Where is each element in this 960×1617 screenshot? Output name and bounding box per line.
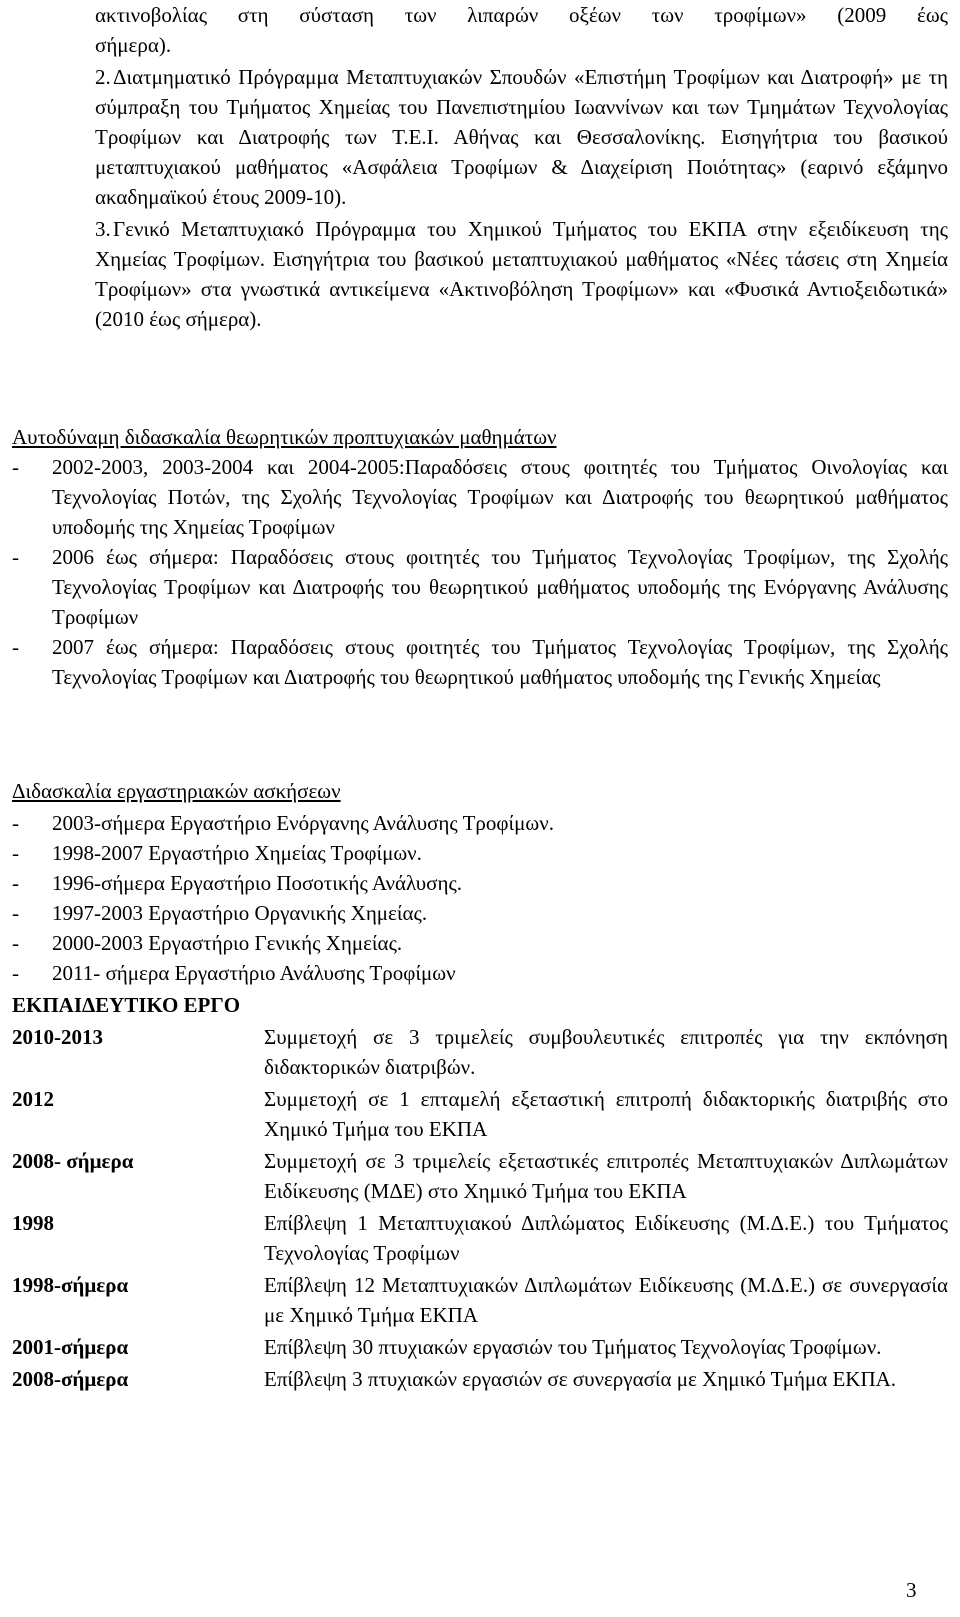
item-text: 2003-σήμερα Εργαστήριο Ενόργανης Ανάλυσης Τροφίμων. xyxy=(52,811,554,835)
item-text: 1996-σήμερα Εργαστήριο Ποσοτικής Ανάλυσης. xyxy=(52,871,463,895)
page-number: 3 xyxy=(906,1578,917,1602)
list-item xyxy=(12,928,948,958)
lab-list xyxy=(12,808,948,988)
list-item xyxy=(12,898,948,928)
intro-line-1: ακτινοβολίας στη σύσταση των λιπαρών οξέων των τροφίμων» (2009 έως xyxy=(95,3,948,27)
list-item xyxy=(12,838,948,868)
education-table xyxy=(12,1022,948,1396)
row-year: 2008- σήμερα xyxy=(12,1149,134,1173)
education-heading-visible xyxy=(12,990,240,1020)
item-text: 2011- σήμερα Εργαστήριο Ανάλυσης Τροφίμων xyxy=(52,961,456,985)
list-item xyxy=(12,868,948,898)
dash-bullet: - xyxy=(12,961,19,985)
row-text: Συμμετοχή σε 3 τριμελείς συμβουλευτικές επιτροπές για την εκπόνηση διδακτορικών διατριβών. xyxy=(264,1025,948,1079)
list-item xyxy=(12,958,948,988)
intro-text xyxy=(95,0,948,60)
theory-list xyxy=(12,452,948,692)
theory-heading: Αυτοδύναμη διδασκαλία θεωρητικών προπτυχιακών μαθημάτων xyxy=(12,425,557,449)
education-heading-text: ΕΚΠΑΙΔΕΥΤΙΚΟ ΕΡΓΟ xyxy=(12,993,241,1017)
row-text: Επίβλεψη 1 Μεταπτυχιακού Διπλώματος Ειδίκευσης (Μ.Δ.Ε.) του Τμήματος Τεχνολογίας Τροφίμων xyxy=(264,1211,948,1265)
table-row xyxy=(12,1084,948,1144)
dash-bullet: - xyxy=(12,931,19,955)
item-text: 2002-2003, 2003-2004 και 2004-2005:Παραδόσεις στους φοιτητές του Τμήματος Οινολογίας και Τεχνολογίας Ποτών, της Σχολής Τεχνολογίας Τροφίμων και Διατροφής του θεωρητικού μαθήματος υποδομής της Χημείας Τροφίμων xyxy=(52,455,948,539)
row-year: 2008-σήμερα xyxy=(12,1367,129,1391)
row-text: Συμμετοχή σε 3 τριμελείς εξεταστικές επιτροπές Μεταπτυχιακών Διπλωμάτων Ειδίκευσης (ΜΔΕ) στο Χημικό Τμήμα του ΕΚΠΑ xyxy=(264,1149,948,1203)
row-year: 1998 xyxy=(12,1211,54,1235)
item-text: 1997-2003 Εργαστήριο Οργανικής Χημείας. xyxy=(52,901,428,925)
list-item xyxy=(12,452,948,542)
row-text: Επίβλεψη 12 Μεταπτυχιακών Διπλωμάτων Ειδίκευσης (Μ.Δ.Ε.) σε συνεργασία με Χημικό Τμήμα ΕΚΠΑ xyxy=(264,1273,948,1327)
item-text: 2006 έως σήμερα: Παραδόσεις στους φοιτητές του Τμήματος Τεχνολογίας Τροφίμων, της Σχολής Τεχνολογίας Τροφίμων και Διατροφής του θεωρητικού μαθήματος υποδομής της Ενόργανης Ανάλυσης Τροφίμων xyxy=(52,545,948,629)
item-text: 1998-2007 Εργαστήριο Χημείας Τροφίμων. xyxy=(52,841,422,865)
dash-bullet: - xyxy=(12,901,19,925)
table-row xyxy=(12,1022,948,1082)
row-text: Επίβλεψη 30 πτυχιακών εργασιών του Τμήματος Τεχνολογίας Τροφίμων. xyxy=(264,1335,882,1359)
item-number: 2. xyxy=(95,65,111,89)
row-year: 1998-σήμερα xyxy=(12,1273,129,1297)
list-item xyxy=(95,214,948,334)
dash-bullet: - xyxy=(12,811,19,835)
row-year: 2010-2013 xyxy=(12,1025,103,1049)
item-text: Γενικό Μεταπτυχιακό Πρόγραμμα του Χημικού Τμήματος του ΕΚΠΑ στην εξειδίκευση της Χημείας Τροφίμων. Εισηγήτρια του βασικού μεταπτυχιακού μαθήματος «Νέες τάσεις στη Χημεία Τροφίμων» στα γνωστικά αντικείμενα «Ακτινοβόληση Τροφίμων» και «Φυσικά Αντιοξειδωτικά» (2010 έως σήμερα). xyxy=(95,217,948,331)
item-text: 2000-2003 Εργαστήριο Γενικής Χημείας. xyxy=(52,931,403,955)
item-number: 3. xyxy=(95,217,111,241)
item-text: Διατμηματικό Πρόγραμμα Μεταπτυχιακών Σπουδών «Επιστήμη Τροφίμων και Διατροφή» με τη σύμπραξη του Τμήματος Χημείας του Πανεπιστημίου Ιωαννίνων και των Τμημάτων Τεχνολογίας Τροφίμων και Διατροφής των Τ.Ε.Ι. Αθήνας και Θεσσαλονίκης. Εισηγήτρια του βασικού μεταπτυχιακού μαθήματος «Ασφάλεια Τροφίμων & Διαχείριση Ποιότητας» (εαρινό εξάμηνο ακαδημαϊκού έτους 2009-10). xyxy=(95,65,948,209)
dash-bullet: - xyxy=(12,455,19,479)
list-item xyxy=(95,62,948,212)
dash-bullet: - xyxy=(12,841,19,865)
list-item xyxy=(12,542,948,632)
table-row xyxy=(12,1364,948,1394)
row-text: Συμμετοχή σε 1 επταμελή εξεταστική επιτροπή διδακτορικής διατριβής στο Χημικό Τμήμα του ΕΚΠΑ xyxy=(264,1087,948,1141)
row-text: Επίβλεψη 3 πτυχιακών εργασιών σε συνεργασία με Χημικό Τμήμα ΕΚΠΑ. xyxy=(264,1367,897,1391)
list-item xyxy=(12,632,948,692)
dash-bullet: - xyxy=(12,871,19,895)
list-item xyxy=(12,808,948,838)
intro-line-2: σήμερα). xyxy=(95,33,172,57)
dash-bullet: - xyxy=(12,545,19,569)
table-row xyxy=(12,1270,948,1330)
table-row xyxy=(12,1332,948,1362)
table-row xyxy=(12,1146,948,1206)
table-row xyxy=(12,1208,948,1268)
dash-bullet: - xyxy=(12,635,19,659)
postgraduate-list xyxy=(95,0,948,334)
lab-heading: Διδασκαλία εργαστηριακών ασκήσεων xyxy=(12,779,341,803)
row-year: 2001-σήμερα xyxy=(12,1335,129,1359)
row-year: 2012 xyxy=(12,1087,54,1111)
item-text: 2007 έως σήμερα: Παραδόσεις στους φοιτητές του Τμήματος Τεχνολογίας Τροφίμων, της Σχολής Τεχνολογίας Τροφίμων και Διατροφής του θεωρητικού μαθήματος υποδομής της Γενικής Χημείας xyxy=(52,635,948,689)
